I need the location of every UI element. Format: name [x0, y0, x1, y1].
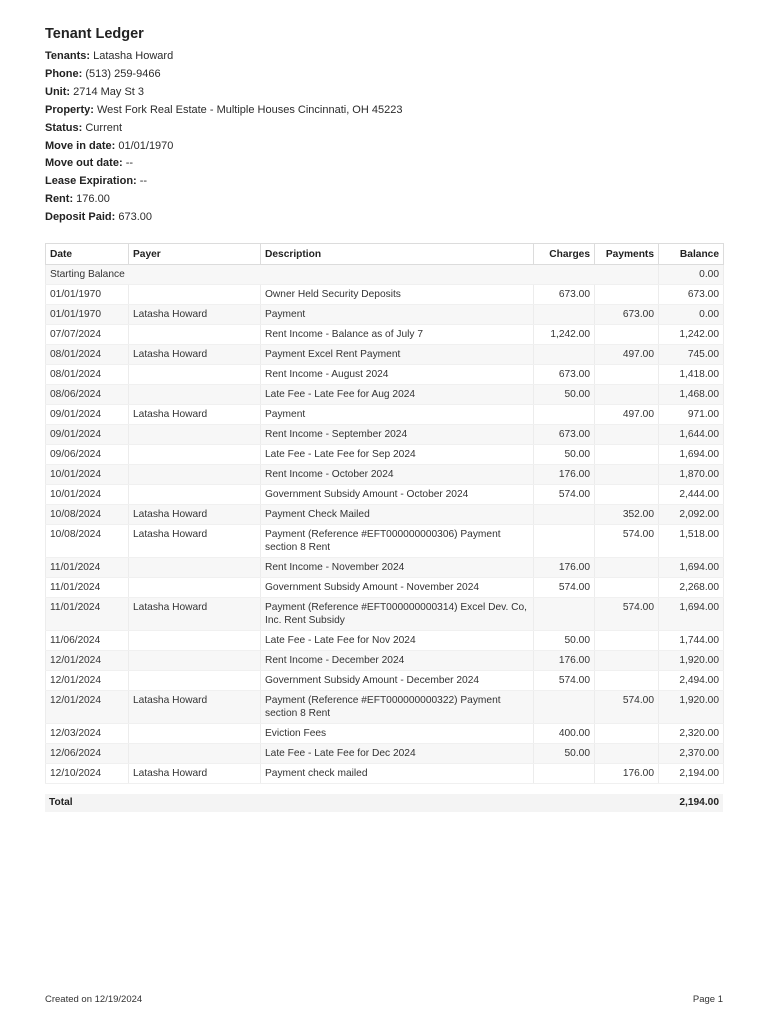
payer-cell: Latasha Howard — [129, 305, 261, 325]
starting-balance-row — [46, 265, 724, 285]
tenant-info — [45, 48, 402, 227]
payments-cell — [595, 365, 659, 385]
payments-cell — [595, 578, 659, 598]
date-cell: 08/06/2024 — [46, 385, 129, 405]
table-row — [46, 405, 724, 425]
page-number: Page 1 — [692, 994, 723, 1005]
table-row — [46, 485, 724, 505]
payer-cell — [129, 578, 261, 598]
starting-balance-value: 0.00 — [659, 265, 724, 285]
info-label: Phone: — [45, 67, 83, 80]
date-cell: 07/07/2024 — [46, 325, 129, 345]
date-cell: 01/01/1970 — [46, 305, 129, 325]
payer-cell — [129, 651, 261, 671]
description-cell: Payment (Reference #EFT000000000322) Payment section 8 Rent — [261, 691, 534, 724]
info-value: (513) 259-9466 — [85, 67, 161, 80]
info-label: Lease Expiration: — [45, 175, 137, 188]
column-header-date: Date — [46, 244, 129, 265]
payments-cell — [595, 671, 659, 691]
table-row — [46, 305, 724, 325]
info-label: Move out date: — [45, 157, 123, 170]
payer-cell — [129, 671, 261, 691]
date-cell: 12/03/2024 — [46, 724, 129, 744]
table-row — [46, 365, 724, 385]
charges-cell: 574.00 — [534, 671, 595, 691]
charges-cell: 50.00 — [534, 631, 595, 651]
date-cell: 11/01/2024 — [46, 558, 129, 578]
date-cell: 12/01/2024 — [46, 651, 129, 671]
table-row — [46, 425, 724, 445]
info-value: West Fork Real Estate - Multiple Houses Cincinnati, OH 45223 — [96, 103, 403, 116]
description-cell: Government Subsidy Amount - November 2024 — [261, 578, 534, 598]
balance-cell: 0.00 — [659, 305, 724, 325]
description-cell: Late Fee - Late Fee for Sep 2024 — [261, 445, 534, 465]
payments-cell: 176.00 — [595, 764, 659, 784]
payments-cell: 673.00 — [595, 305, 659, 325]
table-row — [46, 345, 724, 365]
date-cell: 12/01/2024 — [46, 671, 129, 691]
charges-cell: 50.00 — [534, 385, 595, 405]
balance-cell: 2,194.00 — [659, 764, 724, 784]
info-row — [45, 173, 402, 191]
table-row — [46, 578, 724, 598]
payer-cell: Latasha Howard — [129, 525, 261, 558]
payer-cell — [129, 385, 261, 405]
column-header-description: Description — [261, 244, 534, 265]
column-header-payer: Payer — [129, 244, 261, 265]
info-row — [45, 102, 402, 120]
date-cell: 11/01/2024 — [46, 598, 129, 631]
description-cell: Rent Income - Balance as of July 7 — [261, 325, 534, 345]
info-value: 176.00 — [76, 193, 110, 206]
payments-cell — [595, 558, 659, 578]
payer-cell — [129, 285, 261, 305]
payments-cell: 352.00 — [595, 505, 659, 525]
table-row — [46, 651, 724, 671]
date-cell: 12/06/2024 — [46, 744, 129, 764]
info-row — [45, 84, 402, 102]
payer-cell — [129, 445, 261, 465]
charges-cell: 400.00 — [534, 724, 595, 744]
table-row — [46, 558, 724, 578]
info-label: Move in date: — [45, 139, 116, 152]
date-cell: 09/01/2024 — [46, 425, 129, 445]
description-cell: Rent Income - December 2024 — [261, 651, 534, 671]
info-row — [45, 120, 402, 138]
description-cell: Late Fee - Late Fee for Aug 2024 — [261, 385, 534, 405]
charges-cell — [534, 691, 595, 724]
date-cell: 10/08/2024 — [46, 525, 129, 558]
charges-cell: 50.00 — [534, 744, 595, 764]
payer-cell — [129, 558, 261, 578]
date-cell: 10/01/2024 — [46, 485, 129, 505]
balance-cell: 2,092.00 — [659, 505, 724, 525]
info-row — [45, 209, 402, 227]
info-value: 01/01/1970 — [118, 139, 174, 152]
table-row — [46, 465, 724, 485]
date-cell: 09/06/2024 — [46, 445, 129, 465]
payments-cell: 497.00 — [595, 345, 659, 365]
balance-cell: 1,242.00 — [659, 325, 724, 345]
payments-cell — [595, 631, 659, 651]
charges-cell — [534, 405, 595, 425]
payer-cell: Latasha Howard — [129, 691, 261, 724]
date-cell: 11/06/2024 — [46, 631, 129, 651]
info-value: 673.00 — [118, 211, 153, 224]
date-cell: 08/01/2024 — [46, 365, 129, 385]
info-label: Property: — [45, 103, 94, 116]
date-cell: 08/01/2024 — [46, 345, 129, 365]
description-cell: Government Subsidy Amount - December 2024 — [261, 671, 534, 691]
balance-cell: 673.00 — [659, 285, 724, 305]
payments-cell — [595, 385, 659, 405]
payments-cell — [595, 744, 659, 764]
description-cell: Payment Check Mailed — [261, 505, 534, 525]
balance-cell: 1,644.00 — [659, 425, 724, 445]
payments-cell: 574.00 — [595, 525, 659, 558]
table-row — [46, 744, 724, 764]
balance-cell: 1,418.00 — [659, 365, 724, 385]
info-row — [45, 66, 402, 84]
description-cell: Payment (Reference #EFT000000000314) Excel Dev. Co, Inc. Rent Subsidy — [261, 598, 534, 631]
payments-cell — [595, 285, 659, 305]
payments-cell — [595, 485, 659, 505]
payments-cell — [595, 325, 659, 345]
table-header-row — [46, 244, 724, 265]
description-cell: Owner Held Security Deposits — [261, 285, 534, 305]
table-row — [46, 631, 724, 651]
info-label: Rent: — [45, 193, 74, 206]
info-row — [45, 138, 402, 156]
charges-cell: 574.00 — [534, 485, 595, 505]
date-cell: 12/10/2024 — [46, 764, 129, 784]
charges-cell — [534, 505, 595, 525]
date-cell: 12/01/2024 — [46, 691, 129, 724]
table-row — [46, 691, 724, 724]
starting-balance-label: Starting Balance — [46, 265, 659, 285]
charges-cell: 673.00 — [534, 285, 595, 305]
description-cell: Rent Income - September 2024 — [261, 425, 534, 445]
balance-cell: 2,494.00 — [659, 671, 724, 691]
info-value: -- — [139, 175, 148, 188]
description-cell: Eviction Fees — [261, 724, 534, 744]
info-value: 2714 May St 3 — [73, 85, 145, 98]
charges-cell — [534, 305, 595, 325]
table-row — [46, 598, 724, 631]
balance-cell: 971.00 — [659, 405, 724, 425]
charges-cell: 50.00 — [534, 445, 595, 465]
description-cell: Late Fee - Late Fee for Nov 2024 — [261, 631, 534, 651]
payments-cell — [595, 425, 659, 445]
date-cell: 10/08/2024 — [46, 505, 129, 525]
payer-cell — [129, 631, 261, 651]
payments-cell: 574.00 — [595, 691, 659, 724]
table-row — [46, 505, 724, 525]
description-cell: Rent Income - August 2024 — [261, 365, 534, 385]
payer-cell — [129, 744, 261, 764]
date-cell: 10/01/2024 — [46, 465, 129, 485]
total-label: Total — [49, 797, 73, 808]
charges-cell: 176.00 — [534, 465, 595, 485]
balance-cell: 745.00 — [659, 345, 724, 365]
info-row — [45, 48, 402, 66]
charges-cell — [534, 598, 595, 631]
description-cell: Payment check mailed — [261, 764, 534, 784]
payer-cell: Latasha Howard — [129, 505, 261, 525]
charges-cell — [534, 345, 595, 365]
charges-cell: 1,242.00 — [534, 325, 595, 345]
charges-cell: 673.00 — [534, 365, 595, 385]
date-cell: 01/01/1970 — [46, 285, 129, 305]
info-value: Latasha Howard — [93, 50, 174, 62]
created-date: Created on 12/19/2024 — [45, 994, 143, 1005]
payments-cell — [595, 651, 659, 671]
payer-cell — [129, 485, 261, 505]
column-header-charges: Charges — [534, 244, 595, 265]
balance-cell: 2,370.00 — [659, 744, 724, 764]
payer-cell — [129, 724, 261, 744]
info-label: Tenants: — [45, 50, 91, 62]
payer-cell: Latasha Howard — [129, 345, 261, 365]
balance-cell: 1,920.00 — [659, 691, 724, 724]
balance-cell: 1,694.00 — [659, 558, 724, 578]
payer-cell — [129, 365, 261, 385]
payments-cell — [595, 445, 659, 465]
balance-cell: 2,268.00 — [659, 578, 724, 598]
table-row — [46, 764, 724, 784]
description-cell: Late Fee - Late Fee for Dec 2024 — [261, 744, 534, 764]
payer-cell: Latasha Howard — [129, 405, 261, 425]
date-cell: 11/01/2024 — [46, 578, 129, 598]
payer-cell — [129, 465, 261, 485]
description-cell: Payment Excel Rent Payment — [261, 345, 534, 365]
info-label: Status: — [45, 121, 83, 134]
info-row — [45, 191, 402, 209]
payments-cell: 574.00 — [595, 598, 659, 631]
info-value: -- — [125, 157, 134, 170]
payer-cell — [129, 425, 261, 445]
page-title: Tenant Ledger — [45, 26, 144, 42]
balance-cell: 1,468.00 — [659, 385, 724, 405]
charges-cell: 574.00 — [534, 578, 595, 598]
table-row — [46, 325, 724, 345]
charges-cell: 176.00 — [534, 558, 595, 578]
charges-cell — [534, 764, 595, 784]
payments-cell — [595, 724, 659, 744]
balance-cell: 2,320.00 — [659, 724, 724, 744]
column-header-payments: Payments — [595, 244, 659, 265]
balance-cell: 1,870.00 — [659, 465, 724, 485]
payments-cell — [595, 465, 659, 485]
info-label: Unit: — [45, 85, 71, 98]
total-row — [45, 794, 723, 812]
balance-cell: 1,744.00 — [659, 631, 724, 651]
column-header-balance: Balance — [659, 244, 724, 265]
balance-cell: 1,920.00 — [659, 651, 724, 671]
description-cell: Rent Income - October 2024 — [261, 465, 534, 485]
info-row — [45, 155, 402, 173]
balance-cell: 1,694.00 — [659, 445, 724, 465]
date-cell: 09/01/2024 — [46, 405, 129, 425]
table-row — [46, 671, 724, 691]
charges-cell — [534, 525, 595, 558]
info-label: Deposit Paid: — [45, 211, 116, 224]
table-row — [46, 385, 724, 405]
table-row — [46, 285, 724, 305]
table-row — [46, 724, 724, 744]
total-value: 2,194.00 — [679, 797, 719, 808]
description-cell: Payment — [261, 405, 534, 425]
payer-cell: Latasha Howard — [129, 598, 261, 631]
balance-cell: 1,694.00 — [659, 598, 724, 631]
description-cell: Government Subsidy Amount - October 2024 — [261, 485, 534, 505]
payments-cell: 497.00 — [595, 405, 659, 425]
balance-cell: 2,444.00 — [659, 485, 724, 505]
payer-cell — [129, 325, 261, 345]
table-row — [46, 525, 724, 558]
description-cell: Rent Income - November 2024 — [261, 558, 534, 578]
charges-cell: 176.00 — [534, 651, 595, 671]
ledger-table — [45, 243, 724, 784]
charges-cell: 673.00 — [534, 425, 595, 445]
description-cell: Payment (Reference #EFT000000000306) Payment section 8 Rent — [261, 525, 534, 558]
table-row — [46, 445, 724, 465]
payer-cell: Latasha Howard — [129, 764, 261, 784]
balance-cell: 1,518.00 — [659, 525, 724, 558]
description-cell: Payment — [261, 305, 534, 325]
info-value: Current — [85, 121, 123, 134]
